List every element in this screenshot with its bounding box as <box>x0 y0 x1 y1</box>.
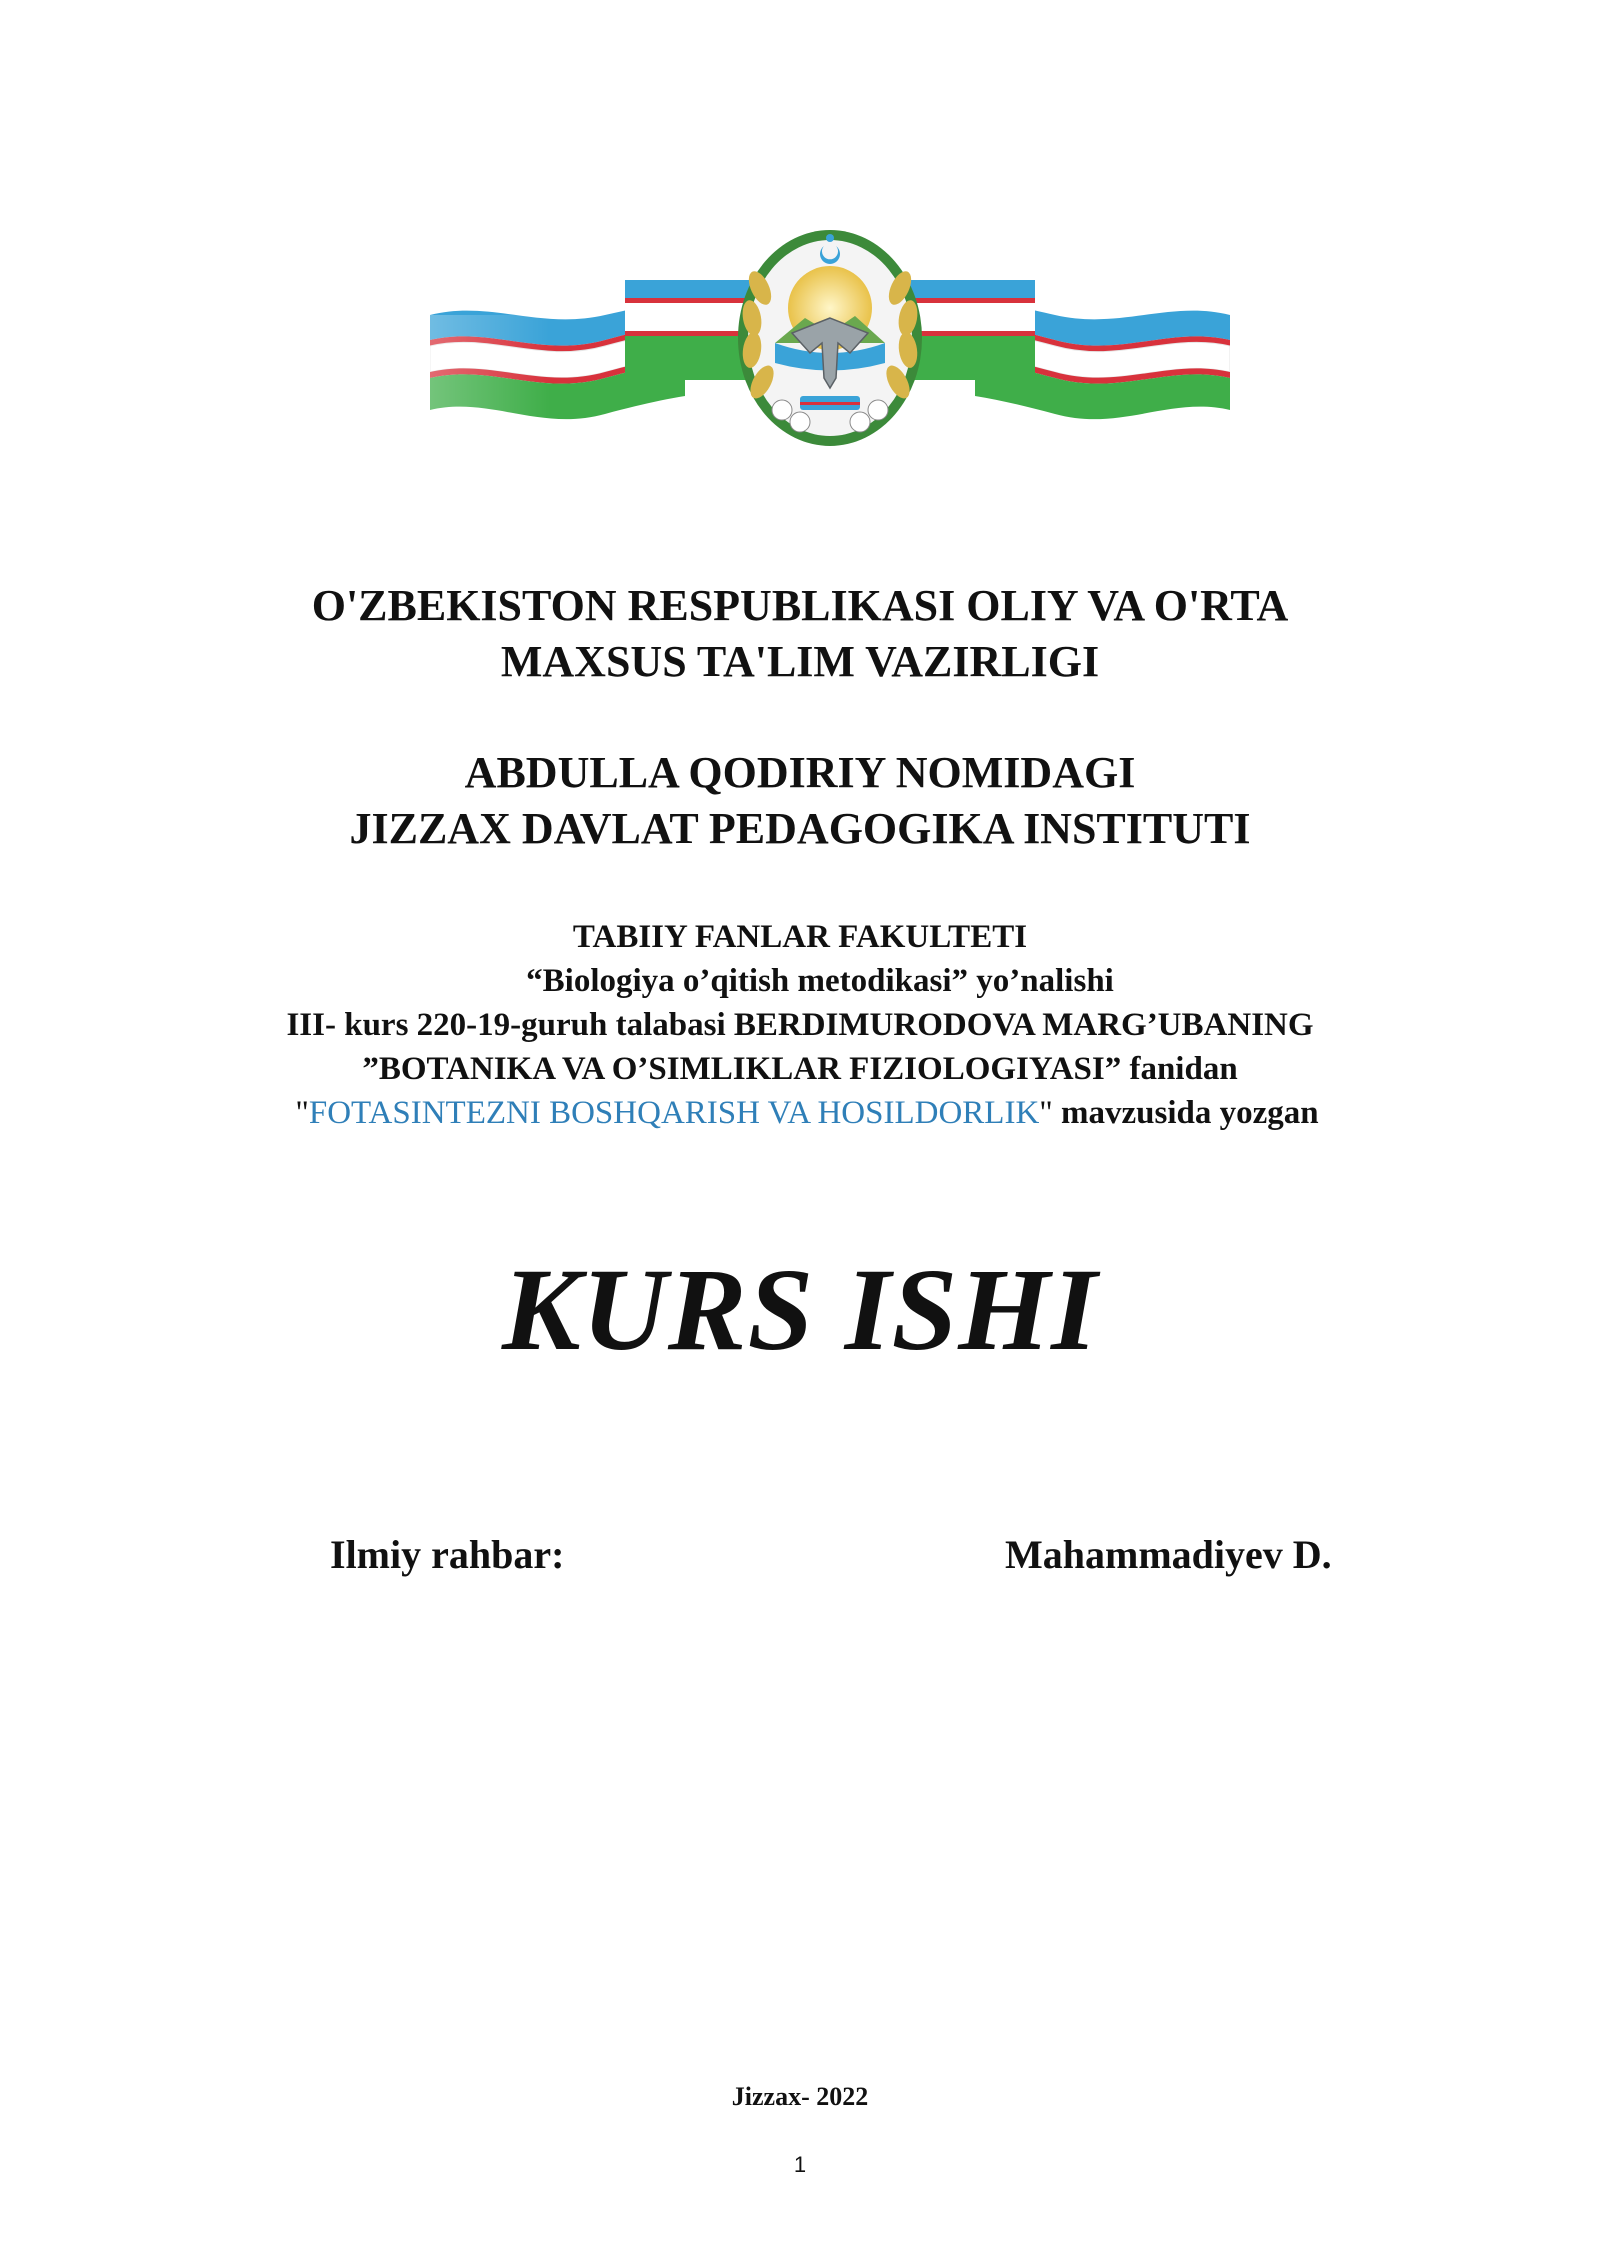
city-year: Jizzax- 2022 <box>731 2082 869 2111</box>
institute-line-1: ABDULLA QODIRIY NOMIDAGI <box>464 748 1136 797</box>
page-number: 1 <box>793 2152 807 2177</box>
ministry-heading <box>0 578 1600 690</box>
topic-text: FOTASINTEZNI BOSHQARISH VA HOSILDORLIK <box>308 1095 1040 1131</box>
faculty-name: TABIIY FANLAR FAKULTETI <box>572 919 1028 955</box>
topic-close-quote: " <box>1039 1095 1053 1131</box>
student-line: III- kurs 220-19-guruh talabasi BERDIMURODOVA MARG’UBANING <box>286 1007 1314 1043</box>
direction-line: “Biologiya o’qitish metodikasi” yo’nalishi <box>526 963 1114 999</box>
ministry-line-1: O'ZBEKISTON RESPUBLIKASI OLIY VA O'RTA <box>311 581 1289 630</box>
topic-suffix: mavzusida yozgan <box>1052 1095 1319 1131</box>
topic-open-quote: " <box>295 1095 309 1131</box>
topic-line <box>0 1091 1600 1135</box>
subject-line: ”BOTANIKA VA O’SIMLIKLAR FIZIOLOGIYASI” fanidan <box>362 1051 1238 1087</box>
institute-line-2: JIZZAX DAVLAT PEDAGOGIKA INSTITUTI <box>349 804 1251 853</box>
faculty-block <box>0 915 1600 1135</box>
supervisor-name: Mahammadiyev D. <box>1005 1532 1332 1577</box>
state-emblem-icon <box>430 220 1230 460</box>
document-title: KURS ISHI <box>501 1244 1098 1375</box>
institute-heading <box>0 745 1600 857</box>
ministry-line-2: MAXSUS TA'LIM VAZIRLIGI <box>500 637 1100 686</box>
emblem-seal <box>738 230 922 446</box>
supervisor-label: Ilmiy rahbar: <box>330 1532 565 1577</box>
